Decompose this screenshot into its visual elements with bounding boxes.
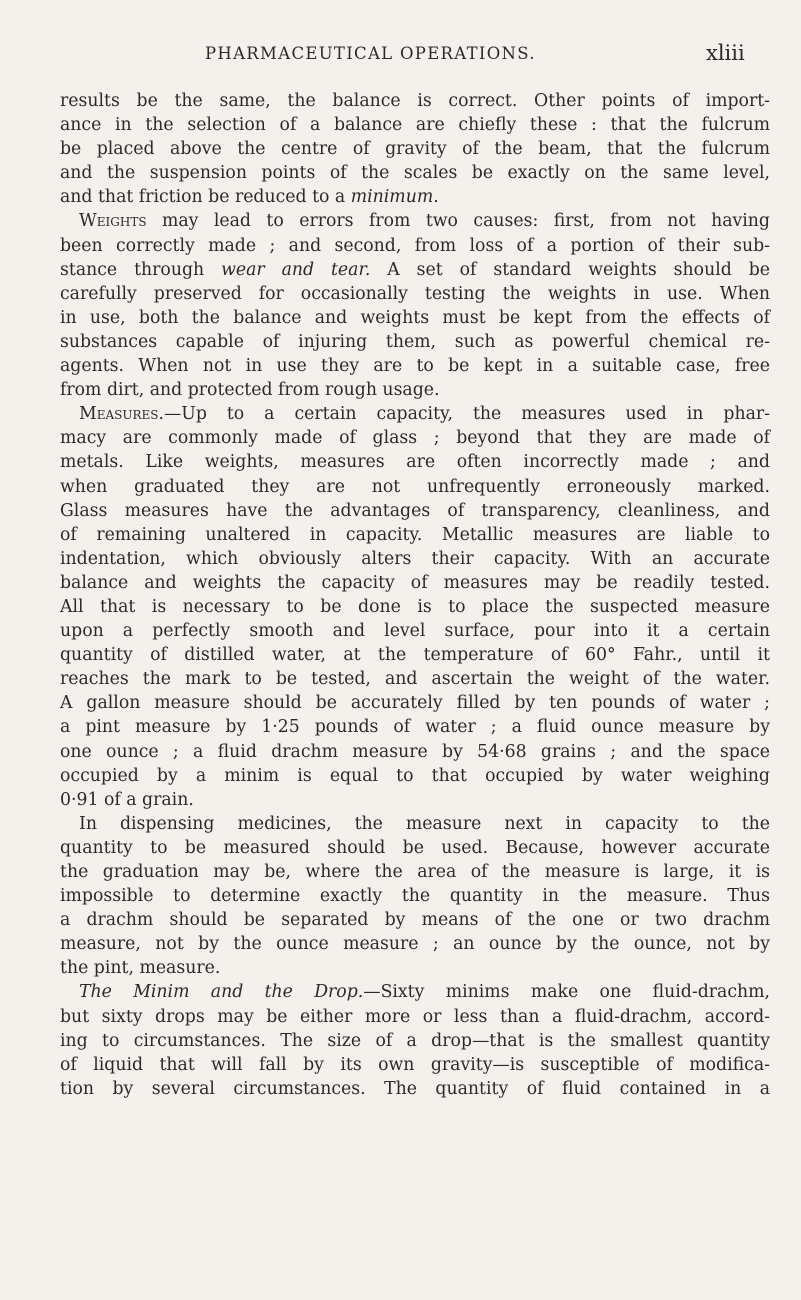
text-line: 0·91 of a grain. <box>60 789 194 810</box>
text-line: metals. Like weights, measures are often incorrectly made ; and <box>60 452 770 473</box>
text-line: measure, not by the ounce measure ; an ounce by the ounce, not by <box>60 934 770 955</box>
text-line: balance and weights the capacity of measures may be readily tested. <box>60 572 770 593</box>
text-line: quantity of distilled water, at the temperature of 60° Fahr., until it <box>60 645 770 666</box>
paragraph-start-dispensing: In dispensing medicines, the measure next in capacity to the <box>79 813 770 834</box>
text-line: Glass measures have the advantages of transparency, cleanliness, and <box>60 500 770 521</box>
text-line: agents. When not in use they are to be kept in a suitable case, free <box>60 356 770 377</box>
text-run: and that friction be reduced to a <box>60 187 351 208</box>
text-line: impossible to determine exactly the quantity in the measure. Thus <box>60 886 770 907</box>
text-line: ance in the selection of a balance are chiefly these : that the fulcrum <box>60 115 770 136</box>
paragraph-start-weights <box>60 209 770 233</box>
text-line: the graduation may be, where the area of the measure is large, it is <box>60 862 770 882</box>
section-heading-measures: Measures. <box>79 404 164 425</box>
text-line: tion by several circumstances. The quantity of fluid contained in a <box>60 1078 770 1099</box>
italic-term: wear and tear. <box>221 259 371 280</box>
text-line: of remaining unaltered in capacity. Metallic measures are liable to <box>60 524 770 545</box>
text-line <box>60 258 770 282</box>
text-line: substances capable of injuring them, such as powerful chemical re- <box>60 331 770 352</box>
section-heading-weights: Weights <box>79 211 147 232</box>
page-number: xliii <box>706 41 745 65</box>
text-line: All that is necessary to be done is to place the suspected measure <box>60 596 770 617</box>
text-line: a drachm should be separated by means of the one or two drachm <box>60 910 770 931</box>
text-run: stance through <box>60 259 222 280</box>
text-run: —Sixty minims make one fluid-drachm, <box>363 982 771 1003</box>
text-line: been correctly made ; and second, from loss of a portion of their sub- <box>60 235 770 256</box>
text-line: quantity to be measured should be used. Because, however accurate <box>60 837 770 858</box>
text-line: occupied by a minim is equal to that occupied by water weighing <box>60 765 770 786</box>
text-line: indentation, which obviously alters their capacity. With an accurate <box>60 548 770 569</box>
text-line: but sixty drops may be either more or less than a fluid-drachm, accord- <box>60 1006 770 1027</box>
text-line: be placed above the centre of gravity of the beam, that the fulcrum <box>60 139 770 160</box>
text-run: —Up to a certain capacity, the measures used in phar- <box>163 404 770 425</box>
text-line: reaches the mark to be tested, and ascertain the weight of the water. <box>60 669 770 690</box>
text-line: A gallon measure should be accurately filled by ten pounds of water ; <box>60 693 770 714</box>
text-line: results be the same, the balance is correct. Other points of import- <box>60 91 770 111</box>
text-line: in use, both the balance and weights must be kept from the effects of <box>60 307 770 328</box>
text-line: upon a perfectly smooth and level surface, pour into it a certain <box>60 621 770 642</box>
text-line: carefully preserved for occasionally testing the weights in use. When <box>60 283 770 304</box>
paragraph-start-minim-drop <box>60 980 770 1004</box>
text-line: and the suspension points of the scales be exactly on the same level, <box>60 163 770 184</box>
text-run: may lead to errors from two causes: first, from not having <box>146 211 770 232</box>
text-line <box>60 185 770 209</box>
body-text <box>60 89 770 1101</box>
text-line: from dirt, and protected from rough usage. <box>60 380 440 401</box>
section-heading-minim-drop: The Minim and the Drop. <box>79 982 364 1003</box>
text-line: the pint, measure. <box>60 958 221 979</box>
running-head <box>0 41 801 74</box>
italic-term: minimum. <box>350 187 439 208</box>
text-line: macy are commonly made of glass ; beyond that they are made of <box>60 428 770 449</box>
running-title: PHARMACEUTICAL OPERATIONS. <box>205 44 536 63</box>
text-line: when graduated they are not unfrequently erroneously marked. <box>60 476 770 497</box>
text-line: one ounce ; a fluid drachm measure by 54·68 grains ; and the space <box>60 741 770 762</box>
text-line: a pint measure by 1·25 pounds of water ; a fluid ounce measure by <box>60 717 770 738</box>
text-run: A set of standard weights should be <box>370 259 771 280</box>
paragraph-start-measures <box>60 402 770 426</box>
text-line: ing to circumstances. The size of a drop—that is the smallest quantity <box>60 1030 770 1051</box>
text-line: of liquid that will fall by its own gravity—is susceptible of modifica- <box>60 1054 770 1075</box>
